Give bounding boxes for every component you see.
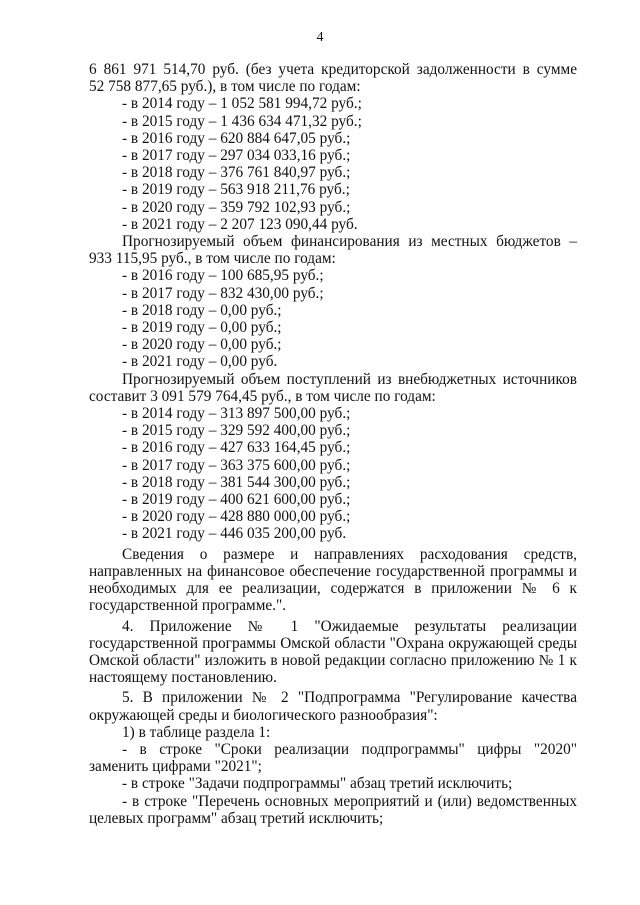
item-4-paragraph: 4. Приложение № 1 "Ожидаемые результаты реализации государственной программы Омской области "Охрана окружающей среды Омской области" изложить в новой редакции согласно приложению № 1 к настоящему постановлению.	[89, 617, 577, 687]
list-item: - в 2020 году – 428 880 000,00 руб.;	[122, 508, 351, 526]
list-item: - в 2018 году – 0,00 руб.;	[122, 301, 282, 319]
item-5-dash-1: - в строке "Сроки реализации подпрограммы" цифры "2020" заменить цифрами "2021";	[89, 740, 577, 776]
financing-info-paragraph: Сведения о размере и направлениях расходования средств, направленных на финансовое обеспечение государственной программы и необходимых для ее реализации, содержатся в приложении № 6 к государственной программе.".	[89, 545, 577, 615]
list-item: - в 2020 году – 0,00 руб.;	[122, 336, 282, 354]
list-item: - в 2017 году – 363 375 600,00 руб.;	[122, 456, 351, 474]
list-item: - в 2017 году – 297 034 033,16 руб.;	[122, 147, 351, 165]
list-item: - в 2021 году – 446 035 200,00 руб.	[122, 525, 347, 543]
item-5-paragraph: 5. В приложении № 2 "Подпрограмма "Регулирование качества окружающей среды и биологического разнообразия":	[89, 689, 577, 724]
list-item: - в 2015 году – 1 436 634 471,32 руб.;	[122, 112, 362, 130]
block3-lead-line1: Прогнозируемый объем поступлений из внебюджетных источников	[122, 370, 577, 388]
list-item: - в 2018 году – 376 761 840,97 руб.;	[122, 164, 351, 182]
block3-year-list	[89, 405, 577, 543]
item-5-dash-2: - в строке "Задачи подпрограммы" абзац третий исключить;	[122, 775, 513, 793]
block2-lead-line2: 933 115,95 руб., в том числе по годам:	[89, 250, 336, 268]
item-5-dash-3: - в строке "Перечень основных мероприятий и (или) ведомственных целевых программ" абзац третий исключить;	[89, 792, 577, 827]
list-item: - в 2019 году – 0,00 руб.;	[122, 319, 282, 337]
block3-lead-line2: составит 3 091 579 764,45 руб., в том числе по годам:	[89, 387, 436, 405]
list-item: - в 2020 году – 359 792 102,93 руб.;	[122, 198, 351, 216]
list-item: - в 2021 году – 2 207 123 090,44 руб.	[122, 215, 358, 233]
block2-year-list	[89, 267, 577, 370]
list-item: - в 2017 году – 832 430,00 руб.;	[122, 284, 324, 302]
block1-lead-line2: 52 758 877,65 руб.), в том числе по годам:	[89, 78, 361, 96]
page-number: 4	[316, 30, 324, 45]
block1-year-list	[89, 95, 577, 233]
list-item: - в 2019 году – 400 621 600,00 руб.;	[122, 491, 351, 509]
list-item: - в 2018 году – 381 544 300,00 руб.;	[122, 473, 351, 491]
list-item: - в 2021 году – 0,00 руб.	[122, 353, 278, 371]
block1-lead-line1: 6 861 971 514,70 руб. (без учета кредиторской задолженности в сумме	[89, 61, 577, 78]
list-item: - в 2015 году – 329 592 400,00 руб.;	[122, 422, 351, 440]
item-5-subitem-1: 1) в таблице раздела 1:	[122, 723, 271, 741]
list-item: - в 2014 году – 313 897 500,00 руб.;	[122, 405, 351, 423]
document-body	[89, 61, 577, 827]
list-item: - в 2014 году – 1 052 581 994,72 руб.;	[122, 95, 362, 113]
block2-lead-line1: Прогнозируемый объем финансирования из местных бюджетов –	[122, 233, 577, 251]
list-item: - в 2016 году – 427 633 164,45 руб.;	[122, 439, 351, 457]
list-item: - в 2016 году – 620 884 647,05 руб.;	[122, 129, 351, 147]
list-item: - в 2016 году – 100 685,95 руб.;	[122, 267, 324, 285]
list-item: - в 2019 году – 563 918 211,76 руб.;	[122, 181, 350, 199]
